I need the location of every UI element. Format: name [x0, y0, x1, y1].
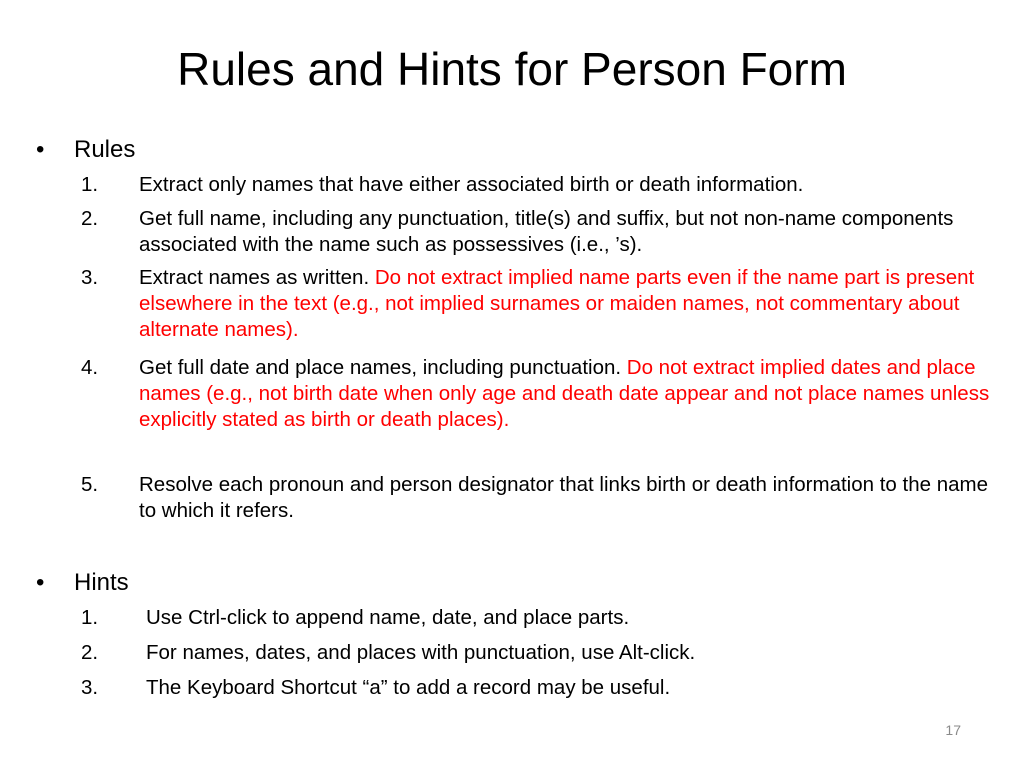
rule-text-wrap	[139, 172, 1004, 198]
slide-title: Rules and Hints for Person Form	[177, 43, 847, 95]
rule-text-wrap	[139, 472, 1004, 524]
rule-text: Get full name, including any punctuation, title(s) and suffix, but not non-name components associated with the name such as possessives (i.e., ’s).	[139, 207, 954, 256]
rule-number: 3.	[81, 266, 99, 289]
rule-text: Get full date and place names, including punctuation.	[139, 356, 627, 379]
rule-number: 5.	[81, 473, 99, 496]
rule-emphasis: Do not extract implied name parts even if the name part is present elsewhere in the text (e.g., not implied surnames or maiden names, not commentary about alternate names).	[139, 266, 975, 341]
hint-number: 1.	[81, 606, 99, 629]
rule-number: 2.	[81, 207, 99, 230]
rule-number: 1.	[81, 173, 99, 196]
hint-number: 3.	[81, 676, 99, 699]
bullet-dot-icon: •	[36, 569, 45, 596]
rule-emphasis: Do not extract implied dates and place names (e.g., not birth date when only age and death date appear and not place names unless explicitly stated as birth or death places).	[139, 356, 990, 431]
hint-text: The Keyboard Shortcut “a” to add a record may be useful.	[146, 676, 671, 699]
rule-text: Resolve each pronoun and person designator that links birth or death information to the name to which it refers.	[139, 473, 988, 522]
rule-text-wrap	[139, 355, 1004, 433]
rule-text-wrap	[139, 265, 1004, 343]
hint-number: 2.	[81, 641, 99, 664]
hints-heading: Hints	[74, 569, 129, 596]
page-number: 17	[945, 722, 961, 738]
rule-text: Extract names as written.	[139, 266, 375, 289]
rule-number: 4.	[81, 356, 99, 379]
hint-text: For names, dates, and places with punctuation, use Alt-click.	[146, 641, 696, 664]
bullet-dot-icon: •	[36, 136, 45, 163]
rule-text-wrap	[139, 206, 1004, 258]
hint-text: Use Ctrl-click to append name, date, and place parts.	[146, 606, 630, 629]
rules-heading: Rules	[74, 136, 136, 163]
rule-text: Extract only names that have either associated birth or death information.	[139, 173, 804, 196]
